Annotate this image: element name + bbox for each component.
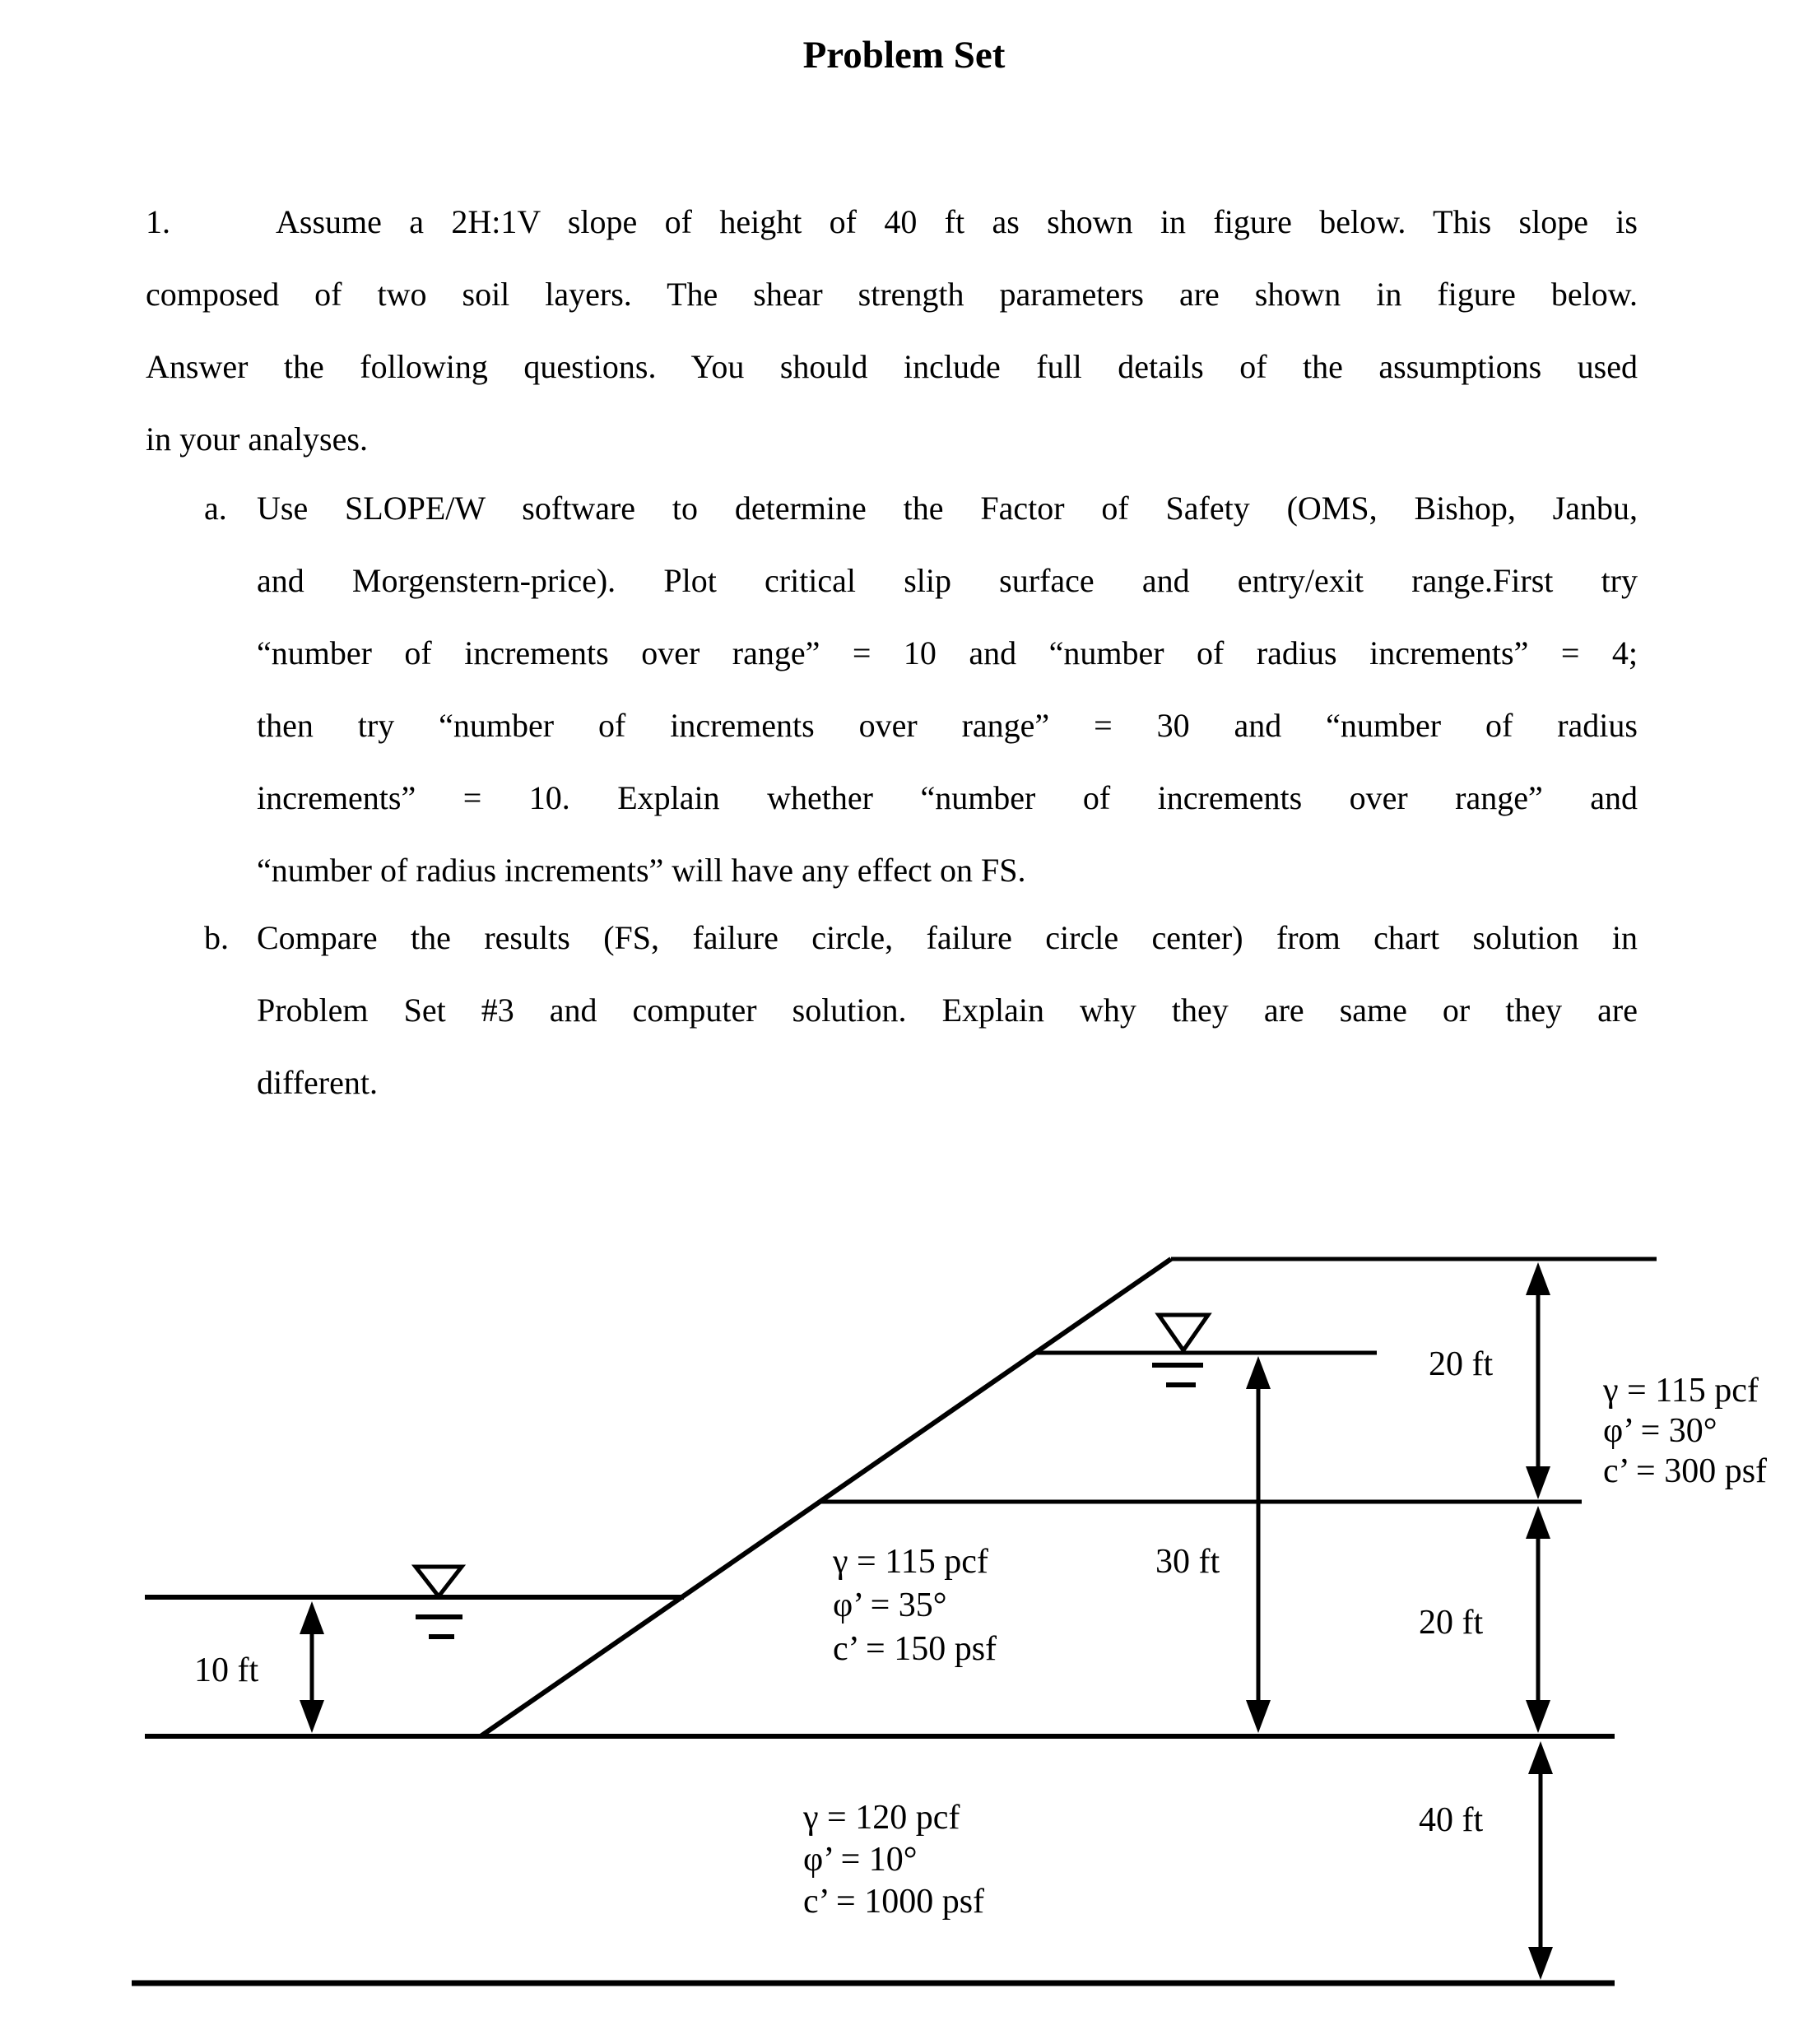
dim-label-40ft: 40 ft (1419, 1801, 1484, 1839)
dim-label-20ft-lower: 20 ft (1419, 1604, 1484, 1642)
soil-cohesion: c’ = 300 psf (1603, 1452, 1768, 1490)
item-a-line: increments” = 10. Explain whether “number of increments over range” and (257, 779, 1638, 816)
soil-cohesion: c’ = 150 psf (833, 1630, 997, 1668)
item-b-line: Compare the results (FS, failure circle, failure circle center) from chart solution in (257, 919, 1638, 956)
item-b-line: Problem Set #3 and computer solution. Explain why they are same or they are (257, 992, 1638, 1029)
item-a-line: “number of increments over range” = 10 and “number of radius increments” = 4; (257, 634, 1638, 671)
soil-friction-angle: φ’ = 30° (1603, 1412, 1717, 1450)
item-b-line: different. (257, 1064, 378, 1101)
item-a-marker: a. (204, 490, 227, 527)
dim-label-30ft: 30 ft (1155, 1543, 1220, 1581)
question-number: 1. (146, 203, 170, 240)
arrowhead-down-icon (1528, 1947, 1553, 1980)
arrowhead-down-icon (300, 1700, 324, 1733)
dim-label-10ft: 10 ft (194, 1651, 259, 1689)
soil-properties-middle (833, 1540, 997, 1671)
arrowhead-down-icon (1526, 1700, 1550, 1733)
arrowhead-up-icon (1246, 1356, 1271, 1389)
item-a-line: then try “number of increments over range” = 30 and “number of radius (257, 707, 1638, 744)
item-b-marker: b. (204, 919, 229, 956)
arrowhead-up-icon (1526, 1262, 1550, 1295)
question-line: composed of two soil layers. The shear strength parameters are shown in figure below. (146, 276, 1638, 313)
soil-unit-weight: γ = 120 pcf (803, 1799, 960, 1837)
question-line: Assume a 2H:1V slope of height of 40 ft as shown in figure below. This slope is (276, 203, 1638, 240)
arrowhead-up-icon (1526, 1506, 1550, 1539)
item-a-line: and Morgenstern-price). Plot critical slip surface and entry/exit range.First try (257, 562, 1638, 599)
water-table-icon (1159, 1315, 1208, 1350)
soil-properties-bottom (803, 1797, 984, 1923)
arrowhead-up-icon (300, 1601, 324, 1634)
soil-friction-angle: φ’ = 10° (803, 1841, 918, 1879)
slope-face-line (481, 1259, 1171, 1736)
soil-friction-angle: φ’ = 35° (833, 1586, 947, 1624)
water-table-icon (416, 1567, 462, 1596)
arrowhead-up-icon (1528, 1741, 1553, 1774)
soil-unit-weight: γ = 115 pcf (833, 1543, 988, 1581)
page-title: Problem Set (802, 34, 1006, 77)
item-a-line: “number of radius increments” will have any effect on FS. (257, 852, 1026, 889)
question-line: in your analyses. (146, 420, 368, 458)
soil-unit-weight: γ = 115 pcf (1603, 1372, 1759, 1410)
arrowhead-down-icon (1526, 1466, 1550, 1499)
item-a-line: Use SLOPE/W software to determine the Factor of Safety (OMS, Bishop, Janbu, (257, 490, 1638, 527)
arrowhead-down-icon (1246, 1700, 1271, 1733)
soil-properties-upper-right (1603, 1371, 1767, 1492)
dim-label-20ft-upper: 20 ft (1429, 1345, 1494, 1383)
question-line: Answer the following questions. You should include full details of the assumptions used (146, 348, 1638, 385)
soil-cohesion: c’ = 1000 psf (803, 1883, 985, 1921)
